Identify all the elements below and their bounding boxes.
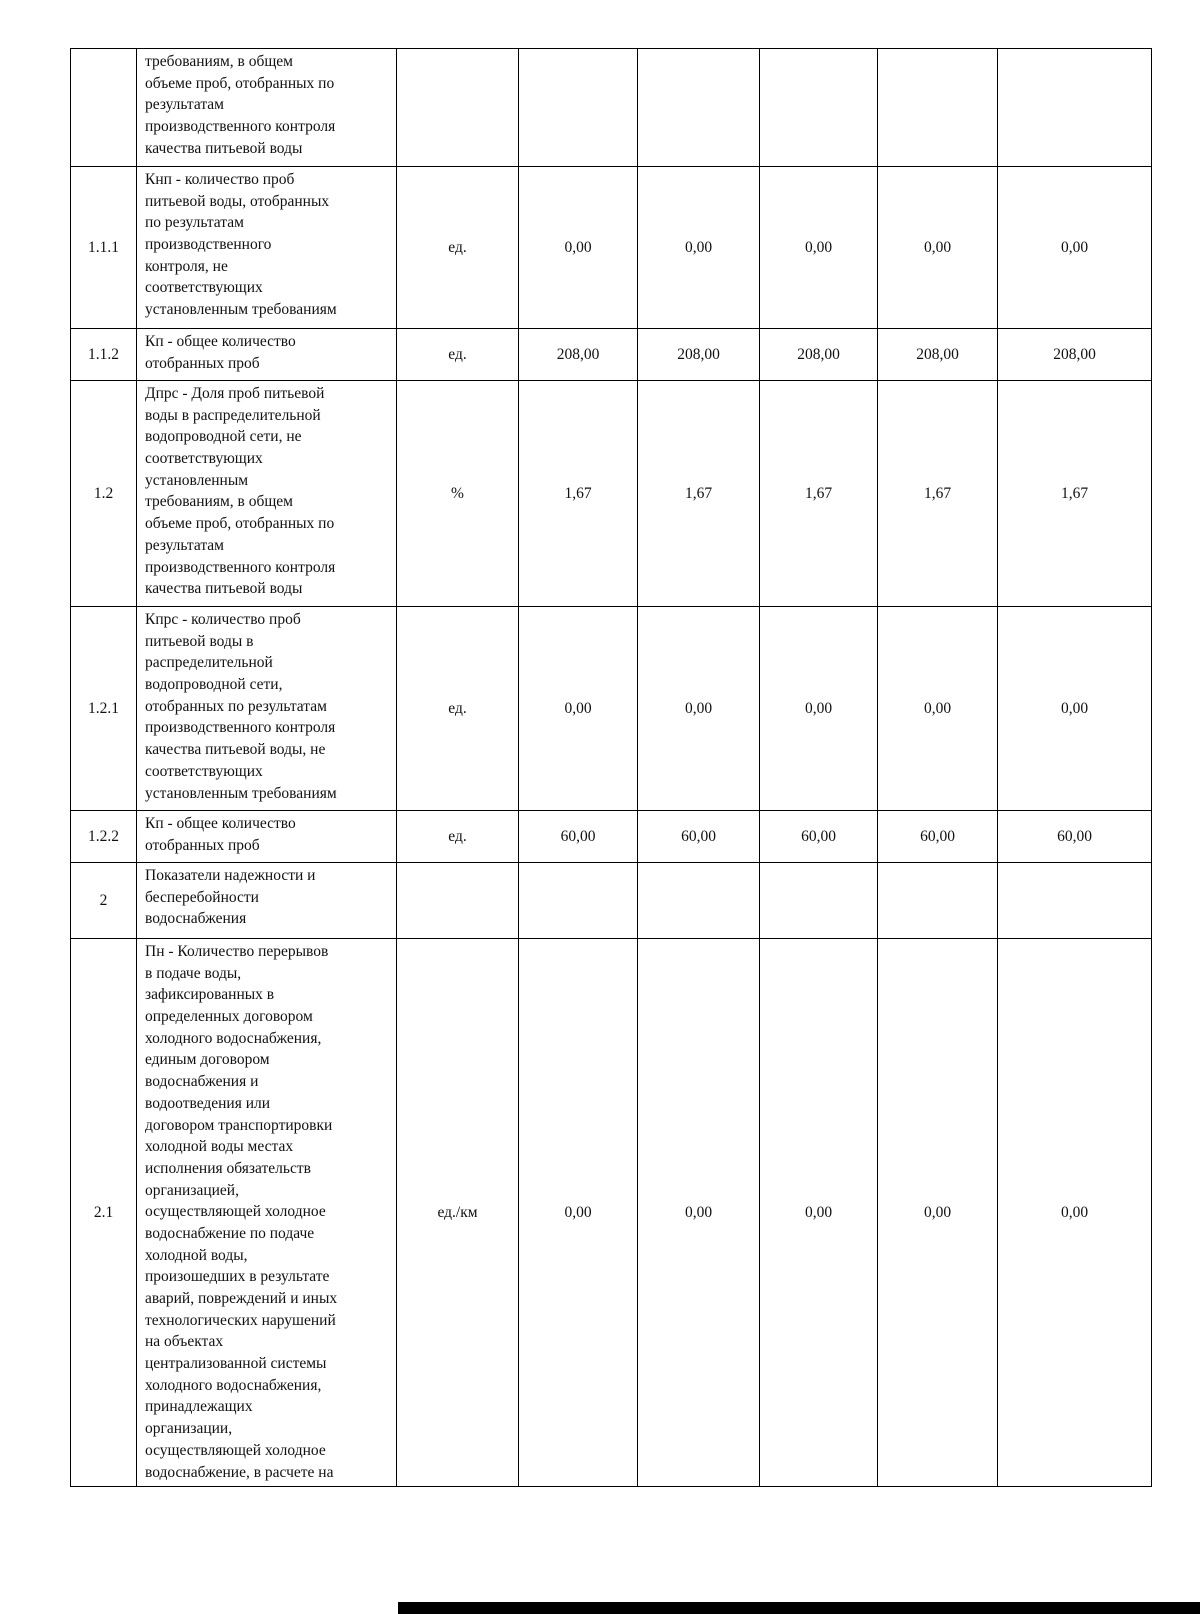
unit-cell: ед. (397, 167, 519, 329)
value-cell-3: 0,00 (760, 167, 878, 329)
value-cell-1: 0,00 (519, 939, 638, 1487)
description-line: Дпрс - Доля проб питьевой (145, 385, 325, 402)
unit-cell (397, 863, 519, 939)
row-number-cell: 1.1.1 (71, 167, 137, 329)
description-line: холодной воды местах (145, 1138, 294, 1156)
description-line: холодного водоснабжения, (145, 1029, 322, 1047)
description-line: договором транспортировки (145, 1116, 333, 1134)
description-line: централизованной системы (145, 1355, 327, 1373)
value-cell-2: 208,00 (638, 329, 760, 381)
value-cell-4: 60,00 (878, 811, 998, 863)
value-cell-2 (638, 863, 760, 939)
description-line: воды в распределительной (145, 406, 321, 424)
description-line: объеме проб, отобранных по (145, 515, 335, 533)
table-row (71, 863, 1152, 939)
description-line: водопроводной сети, не (145, 428, 302, 446)
description-line: производственного контроля (145, 558, 336, 576)
value-cell-5 (998, 49, 1152, 167)
description-line: установленным требованиям (145, 301, 337, 319)
value-cell-1: 208,00 (519, 329, 638, 381)
indicator-description-cell (137, 329, 397, 381)
description-line: требованиям, в общем (145, 53, 293, 70)
table-body (71, 49, 1152, 1487)
description-line: определенных договором (145, 1008, 313, 1026)
unit-cell: ед./км (397, 939, 519, 1487)
description-line: аварий, повреждений и иных (145, 1290, 338, 1307)
description-line: в подаче воды, (145, 964, 242, 982)
description-line: Показатели надежности и (145, 867, 316, 884)
value-cell-1: 0,00 (519, 607, 638, 811)
description-line: отобранных по результатам (145, 697, 327, 715)
value-cell-1: 60,00 (519, 811, 638, 863)
row-number-cell: 2.1 (71, 939, 137, 1487)
value-cell-4 (878, 49, 998, 167)
description-line: Кпрс - количество проб (145, 611, 301, 628)
description-line: производственного контроля (145, 719, 336, 737)
table-row (71, 329, 1152, 381)
description-line: объеме проб, отобранных по (145, 74, 335, 92)
value-cell-2: 0,00 (638, 939, 760, 1487)
description-line: исполнения обязательств (145, 1159, 311, 1177)
value-cell-4: 208,00 (878, 329, 998, 381)
indicator-description-cell (137, 811, 397, 863)
description-line: организацией, (145, 1181, 239, 1199)
unit-cell: % (397, 381, 519, 607)
indicator-description-cell (137, 607, 397, 811)
indicator-description-cell (137, 381, 397, 607)
description-line: принадлежащих (145, 1398, 253, 1416)
value-cell-4: 0,00 (878, 167, 998, 329)
description-line: требованиям, в общем (145, 493, 293, 511)
description-line: холодной воды, (145, 1246, 248, 1264)
unit-cell (397, 49, 519, 167)
indicators-table (70, 48, 1152, 1487)
table-row (71, 49, 1152, 167)
description-line: контроля, не (145, 257, 228, 275)
value-cell-4 (878, 863, 998, 939)
table-row (71, 939, 1152, 1487)
value-cell-2 (638, 49, 760, 167)
description-line: осуществляющей холодное (145, 1441, 326, 1459)
description-line: результатам (145, 536, 224, 554)
description-line: водоснабжение по подаче (145, 1224, 315, 1242)
row-number-cell: 2 (71, 863, 137, 939)
value-cell-4: 0,00 (878, 607, 998, 811)
description-line: единым договором (145, 1051, 270, 1069)
indicator-description-cell (137, 939, 397, 1487)
description-line: бесперебойности (145, 888, 259, 906)
row-number-cell: 1.2 (71, 381, 137, 607)
description-line: водопроводной сети, (145, 676, 283, 694)
description-line: Пн - Количество перерывов (145, 943, 329, 960)
description-line: качества питьевой воды (145, 139, 303, 157)
description-line: отобранных проб (145, 354, 260, 372)
value-cell-1: 1,67 (519, 381, 638, 607)
description-line: организации, (145, 1420, 233, 1438)
table-row (71, 607, 1152, 811)
description-line: питьевой воды, отобранных (145, 192, 330, 210)
indicator-description-cell (137, 49, 397, 167)
description-line: Кп - общее количество (145, 333, 296, 350)
description-line: водоснабжения (145, 910, 247, 928)
indicator-description-cell (137, 167, 397, 329)
value-cell-1 (519, 49, 638, 167)
description-line: результатам (145, 96, 224, 114)
value-cell-2: 60,00 (638, 811, 760, 863)
value-cell-3: 0,00 (760, 607, 878, 811)
row-number-cell: 1.2.2 (71, 811, 137, 863)
description-line: качества питьевой воды (145, 580, 303, 598)
value-cell-3 (760, 863, 878, 939)
description-line: по результатам (145, 214, 244, 232)
description-line: водоснабжения и (145, 1073, 259, 1091)
value-cell-3: 1,67 (760, 381, 878, 607)
value-cell-1: 0,00 (519, 167, 638, 329)
value-cell-5: 0,00 (998, 939, 1152, 1487)
description-line: производственного (145, 236, 272, 254)
value-cell-2: 0,00 (638, 607, 760, 811)
description-line: зафиксированных в (145, 986, 275, 1004)
table-row (71, 381, 1152, 607)
scan-edge-bar (398, 1602, 1200, 1614)
description-line: осуществляющей холодное (145, 1203, 326, 1221)
description-line: водоотведения или (145, 1094, 271, 1112)
value-cell-1 (519, 863, 638, 939)
row-number-cell: 1.2.1 (71, 607, 137, 811)
description-line: производственного контроля (145, 118, 336, 136)
description-line: соответствующих (145, 450, 263, 468)
value-cell-5: 60,00 (998, 811, 1152, 863)
value-cell-5 (998, 863, 1152, 939)
value-cell-3: 208,00 (760, 329, 878, 381)
description-line: качества питьевой воды, не (145, 741, 326, 759)
unit-cell: ед. (397, 607, 519, 811)
indicator-description-cell (137, 863, 397, 939)
description-line: соответствующих (145, 762, 263, 780)
value-cell-2: 1,67 (638, 381, 760, 607)
row-number-cell (71, 49, 137, 167)
unit-cell: ед. (397, 811, 519, 863)
description-line: технологических нарушений (145, 1311, 336, 1329)
value-cell-2: 0,00 (638, 167, 760, 329)
value-cell-3: 60,00 (760, 811, 878, 863)
value-cell-5: 208,00 (998, 329, 1152, 381)
description-line: Кнп - количество проб (145, 171, 295, 188)
description-line: соответствующих (145, 279, 263, 297)
table-row (71, 167, 1152, 329)
description-line: установленным (145, 471, 249, 489)
description-line: питьевой воды в (145, 632, 254, 650)
description-line: произошедших в результате (145, 1268, 330, 1286)
value-cell-3 (760, 49, 878, 167)
description-line: распределительной (145, 654, 273, 672)
description-line: отобранных проб (145, 836, 260, 854)
description-line: Кп - общее количество (145, 815, 296, 832)
description-line: на объектах (145, 1333, 224, 1351)
description-line: холодного водоснабжения, (145, 1376, 322, 1394)
value-cell-4: 1,67 (878, 381, 998, 607)
value-cell-3: 0,00 (760, 939, 878, 1487)
unit-cell: ед. (397, 329, 519, 381)
value-cell-5: 1,67 (998, 381, 1152, 607)
description-line: водоснабжение, в расчете на (145, 1463, 334, 1481)
row-number-cell: 1.1.2 (71, 329, 137, 381)
value-cell-5: 0,00 (998, 167, 1152, 329)
value-cell-5: 0,00 (998, 607, 1152, 811)
table-row (71, 811, 1152, 863)
description-line: установленным требованиям (145, 784, 337, 802)
value-cell-4: 0,00 (878, 939, 998, 1487)
